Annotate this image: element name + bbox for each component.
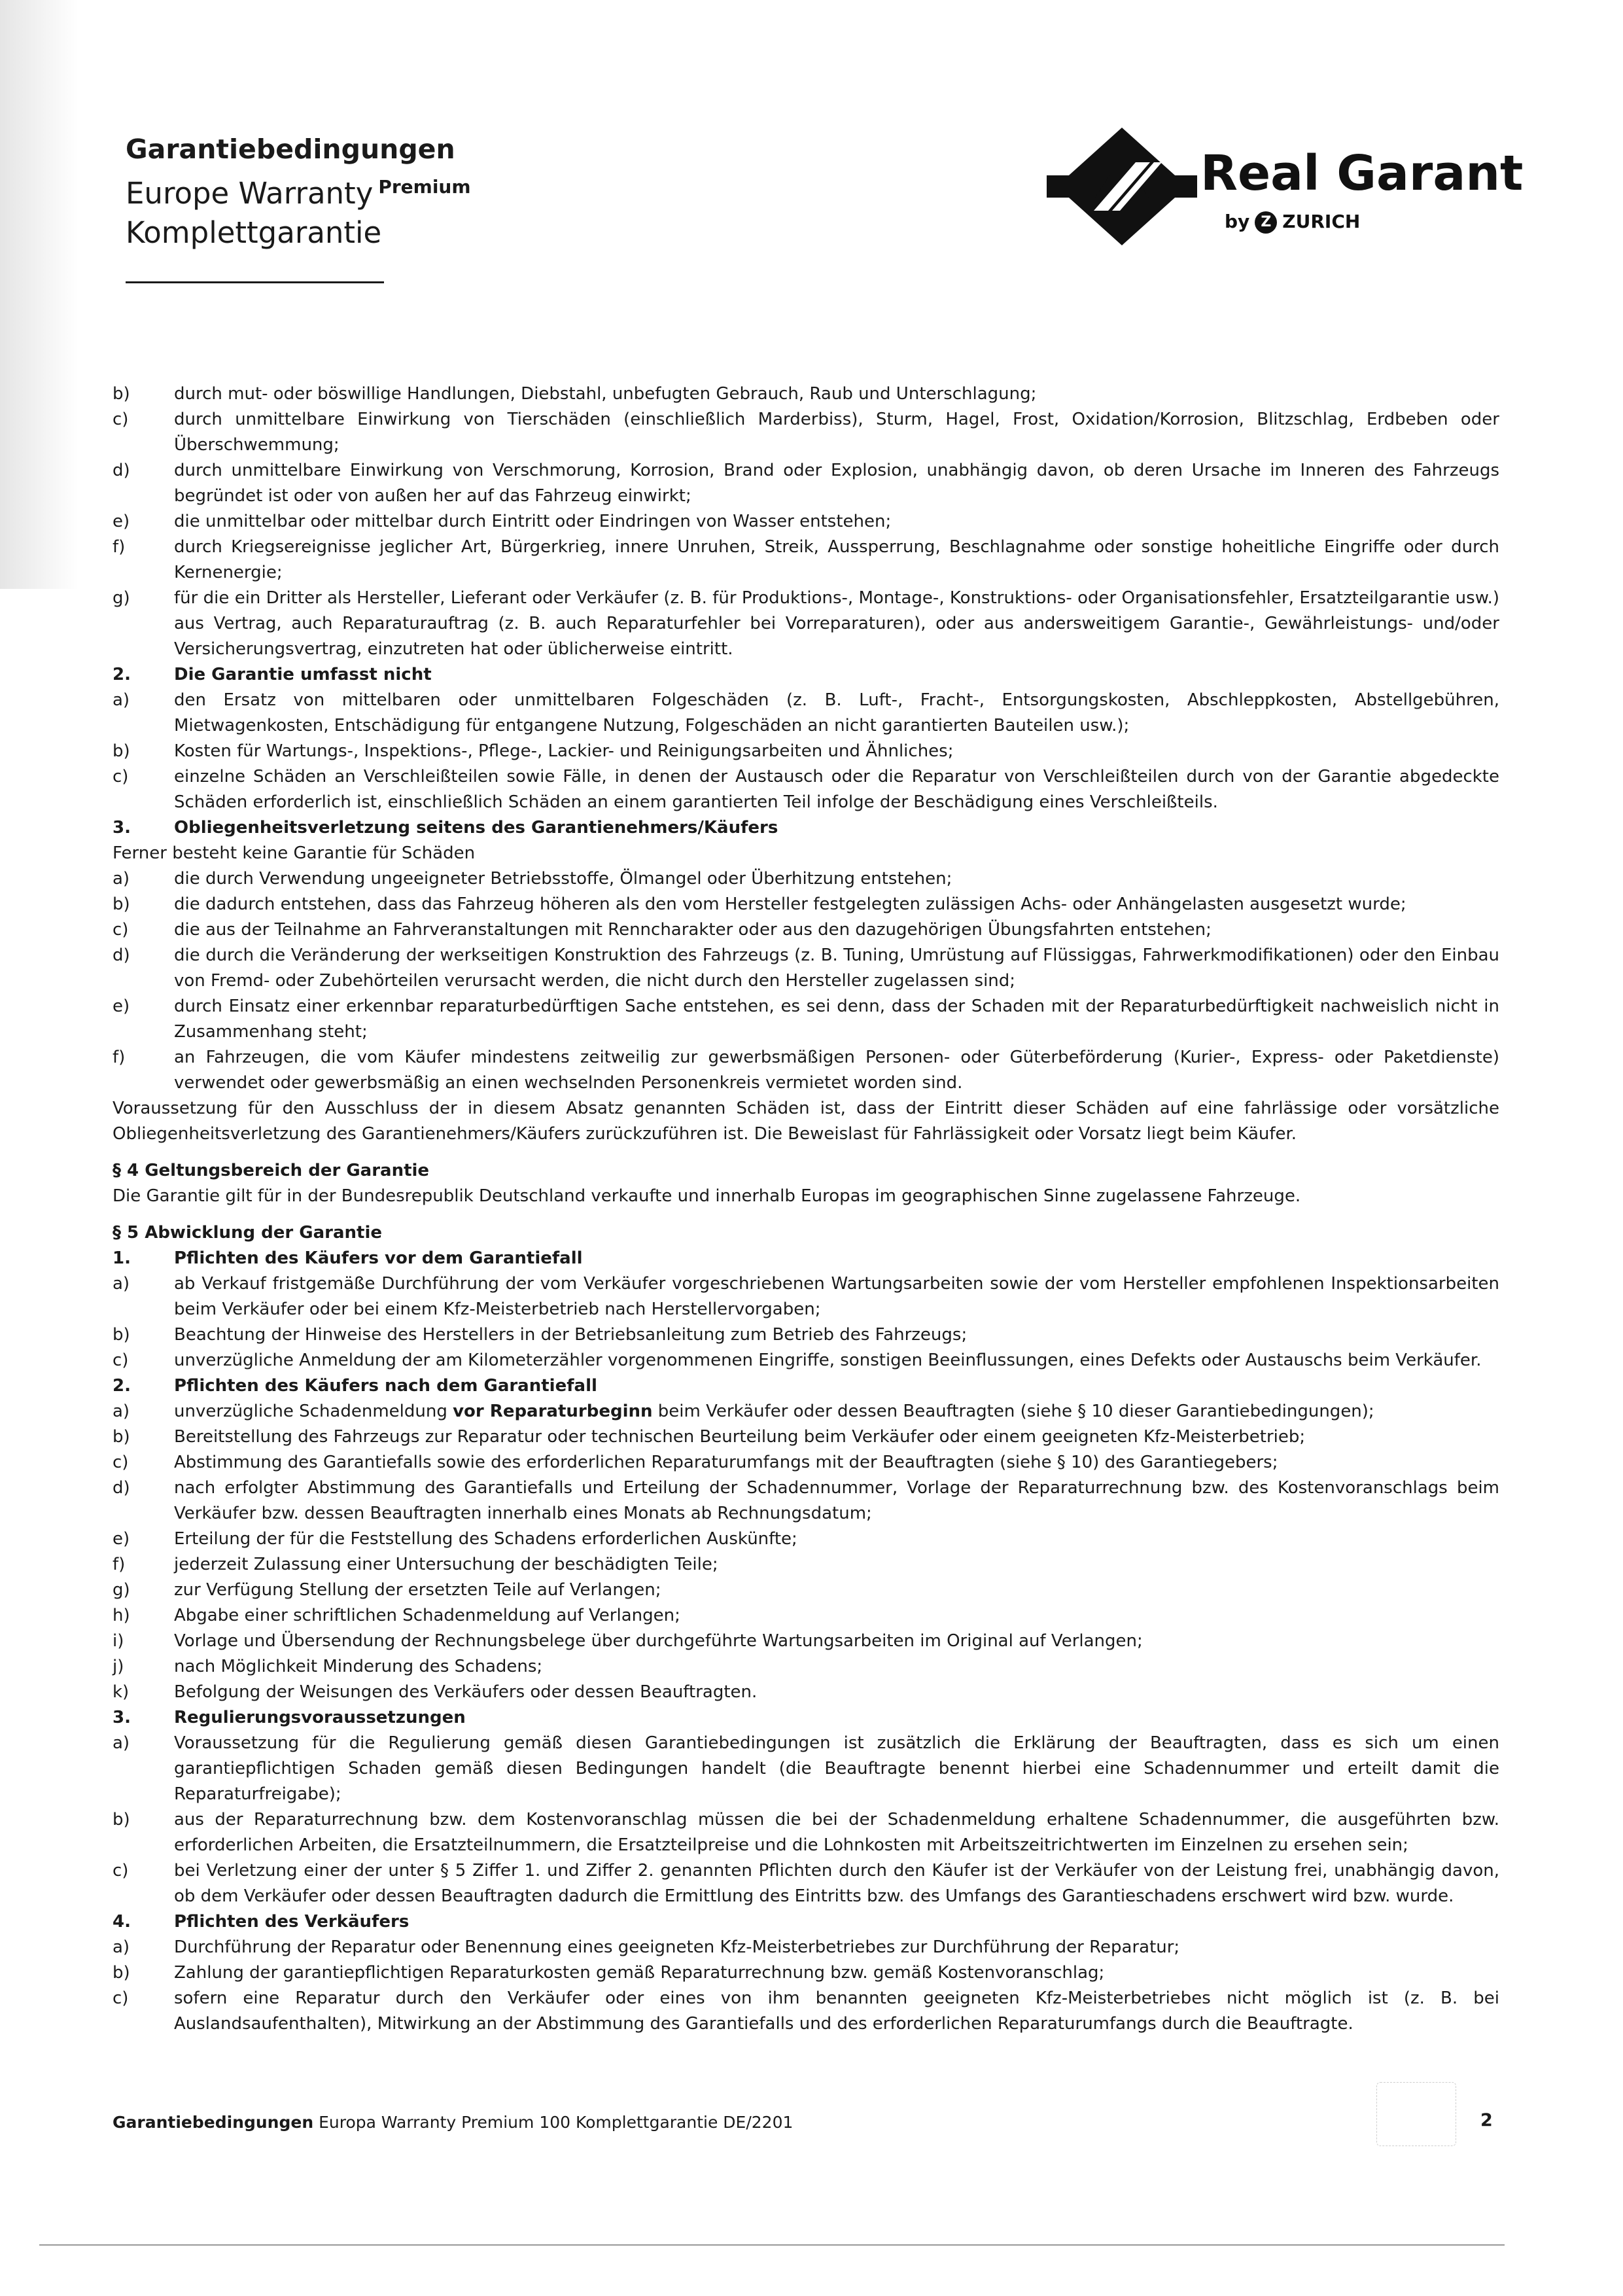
list-settlement-conditions (113, 1731, 1499, 1909)
paragraph-5-title: § 5 Abwicklung der Garantie (113, 1223, 383, 1243)
list-item-text: die durch Verwendung ungeeigneter Betriebsstoffe, Ölmangel oder Überhitzung entstehen; (174, 869, 952, 889)
list-item-label: k) (113, 1682, 130, 1702)
p5-section-2-heading: 2. Pflichten des Käufers nach dem Garantiefall (113, 1376, 597, 1396)
list-item (113, 509, 1499, 535)
list-after-claim (113, 1424, 1499, 1705)
header-product-line (126, 168, 471, 213)
logo-partner: ZURICH (1282, 211, 1361, 232)
list-item-label: b) (113, 1963, 130, 1983)
list-item-label: c) (113, 1988, 129, 2008)
list-item-text: die dadurch entstehen, dass das Fahrzeug höheren als den vom Hersteller festgelegten zulässigen Achs- oder Anhängelasten ausgesetzt wurde; (174, 894, 1406, 914)
list-item-label: b) (113, 894, 130, 914)
paragraph-4-text: Die Garantie gilt für in der Bundesrepublik Deutschland verkaufte und innerhalb Europas im geographischen Sinne zugelassene Fahrzeuge. (113, 1186, 1301, 1206)
list-item-label: b) (113, 1810, 130, 1829)
list-item (113, 1322, 1499, 1348)
header-rule (126, 281, 384, 283)
list-item-text: sofern eine Reparatur durch den Verkäufer oder eines von ihm benannten geeigneten Kfz-Meisterbetriebes nicht möglich ist (z. B. bei Auslandsaufenthalten), Mitwirkung an der Abstimmung des Garantiefalls und des erforderlichen Reparaturumfangs durch die Beauftragte. (174, 1988, 1499, 2034)
faint-stamp (1376, 2082, 1456, 2146)
scan-shadow (0, 0, 79, 589)
list-item (113, 739, 1499, 764)
list-item-text: aus der Reparaturrechnung bzw. dem Kostenvoranschlag müssen die bei der Schadenmeldung erhaltene Schadennummer, die ausgeführten bzw. erforderlichen Arbeiten, die Ersatzteilnummern, die Ersatzteilpreise und die Lohnkosten mit Arbeitszeitrichtwerten im Einzelnen zu ersehen sein; (174, 1810, 1499, 1855)
list-item (113, 1858, 1499, 1909)
list-item (113, 381, 1499, 407)
list-item (113, 586, 1499, 662)
list-item-text: einzelne Schäden an Verschleißteilen sowie Fälle, in denen der Austausch oder die Reparatur von Verschleißteilen durch von der Garantie abgedeckte Schäden erforderlich ist, einschließlich Schäden an einem garantierten Teil infolge der Beschädigung eines Verschleißteils. (174, 767, 1499, 812)
page-footer (113, 2113, 793, 2132)
list-item (113, 1348, 1499, 1373)
document-body (113, 381, 1499, 2037)
list-item-text: Befolgung der Weisungen des Verkäufers oder dessen Beauftragten. (174, 1682, 758, 1702)
scan-edge-line (39, 2244, 1505, 2246)
list-item-label: d) (113, 461, 130, 480)
list-item-text: durch Kriegsereignisse jeglicher Art, Bürgerkrieg, innere Unruhen, Streik, Aussperrung, Beschlagnahme oder sonstige hoheitliche Eingriffe oder durch Kernenergie; (174, 537, 1499, 582)
paragraph-4-title: § 4 Geltungsbereich der Garantie (113, 1161, 430, 1180)
list-item-text: die aus der Teilnahme an Fahrveranstaltungen mit Renncharakter oder aus den dazugehörigen Übungsfahrten entstehen; (174, 920, 1212, 940)
list-item (113, 1045, 1499, 1096)
list-item-label: b) (113, 1325, 130, 1345)
list-item-text: den Ersatz von mittelbaren oder unmittelbaren Folgeschäden (z. B. Luft-, Fracht-, Entsorgungskosten, Abschleppkosten, Abstellgebühren, Mietwagenkosten, Entschädigung für entgangene Nutzung, Folgeschäden an nicht garantierten Bauteilen usw.); (174, 690, 1499, 735)
list-item-text: Kosten für Wartungs-, Inspektions-, Pflege-, Lackier- und Reinigungsarbeiten und Ähnliches; (174, 741, 954, 761)
list-item-text: durch unmittelbare Einwirkung von Verschmorung, Korrosion, Brand oder Explosion, unabhängig davon, ob deren Ursache im Inneren des Fahrzeugs begründet ist oder von außen her auf das Fahrzeug einwirkt; (174, 461, 1499, 506)
list-item (113, 458, 1499, 509)
document-header (126, 131, 471, 253)
list-item-label: d) (113, 945, 130, 965)
list-item (113, 1475, 1499, 1527)
list-item-label: a) (113, 1733, 130, 1753)
list-item (113, 1450, 1499, 1475)
section-2-heading: 2. Die Garantie umfasst nicht (113, 665, 432, 684)
list-item-text: die durch die Veränderung der werkseitigen Konstruktion des Fahrzeugs (z. B. Tuning, Umrüstung auf Flüssiggas, Fahrwerkmodifikationen) oder den Einbau von Fremd- oder Zubehörteilen verursacht werden, die nicht durch den Hersteller zugelassen sind; (174, 945, 1499, 991)
list-item (113, 1680, 1499, 1705)
list-item (113, 892, 1499, 917)
list-item-label: j) (113, 1657, 124, 1676)
logo-name: Real Garant (1200, 145, 1524, 202)
list-item (113, 1629, 1499, 1654)
list-item-label: f) (113, 1048, 126, 1067)
section-3-outro: Voraussetzung für den Ausschluss der in diesem Absatz genannten Schäden ist, dass der Eintritt dieser Schäden auf eine fahrlässige oder vorsätzliche Obliegenheitsverletzung des Garantienehmers/Käufers zurückzuführen ist. Die Beweislast für Fahrlässigkeit oder Vorsatz liegt beim Käufer. (113, 1099, 1499, 1144)
list-item (113, 1731, 1499, 1807)
list-item-label: c) (113, 1861, 129, 1881)
header-product-sup: Premium (378, 176, 471, 198)
p5-section-4-heading: 4. Pflichten des Verkäufers (113, 1912, 410, 1932)
p5-section-1-heading: 1. Pflichten des Käufers vor dem Garantiefall (113, 1248, 583, 1268)
list-obligations-breach (113, 866, 1499, 1096)
list-item (113, 1603, 1499, 1629)
list-item-label: c) (113, 920, 129, 940)
list-item (113, 1552, 1499, 1578)
list-item-text: jederzeit Zulassung einer Untersuchung der beschädigten Teile; (174, 1555, 718, 1574)
list-not-covered (113, 688, 1499, 815)
p5-section-3-heading: 3. Regulierungsvoraussetzungen (113, 1708, 466, 1727)
header-title: Garantiebedingungen (126, 133, 455, 165)
list-item-text: durch mut- oder böswillige Handlungen, Diebstahl, unbefugten Gebrauch, Raub und Unterschlagung; (174, 384, 1037, 404)
real-garant-logo (1047, 124, 1524, 249)
logo-by: by (1225, 211, 1250, 232)
footer-text: Europa Warranty Premium 100 Komplettgarantie DE/2201 (313, 2113, 794, 2132)
zurich-icon: Z (1255, 211, 1277, 234)
list-item (113, 764, 1499, 815)
list-item-label: e) (113, 997, 130, 1016)
list-seller-obligations (113, 1935, 1499, 2037)
section-3-intro: Ferner besteht keine Garantie für Schäden (113, 843, 476, 863)
real-garant-diamond-icon (1047, 124, 1204, 249)
list-item-label: h) (113, 1606, 130, 1625)
list-item (113, 1986, 1499, 2037)
list-item (113, 688, 1499, 739)
list-item-label: d) (113, 1478, 130, 1498)
list-item-label: b) (113, 741, 130, 761)
list-item-text: unverzügliche Anmeldung der am Kilometerzähler vorgenommenen Eingriffe, sonstigen Beeinflussungen, eines Defekts oder Austauschs beim Verkäufer. (174, 1351, 1482, 1370)
list-before-claim (113, 1271, 1499, 1373)
list-item-text: Bereitstellung des Fahrzeugs zur Reparatur oder technischen Beurteilung beim Verkäufer oder einem geeigneten Kfz-Meisterbetrieb; (174, 1427, 1306, 1447)
list-item-text: Zahlung der garantiepflichtigen Reparaturkosten gemäß Reparaturrechnung bzw. gemäß Kostenvoranschlag; (174, 1963, 1105, 1983)
list-item-label: a) (113, 1937, 130, 1957)
list-item-text: ab Verkauf fristgemäße Durchführung der vom Verkäufer vorgeschriebenen Wartungsarbeiten sowie der vom Hersteller empfohlenen Inspektionsarbeiten beim Verkäufer oder bei einem Kfz-Meisterbetrieb nach Herstellervorgaben; (174, 1274, 1499, 1319)
list-item-text: Vorlage und Übersendung der Rechnungsbelege über durchgeführte Wartungsarbeiten im Original auf Verlangen; (174, 1631, 1143, 1651)
list-item-label: a) (113, 1274, 130, 1294)
list-item (113, 1527, 1499, 1552)
list-item-label: a) (113, 690, 130, 710)
list-item-label: b) (113, 384, 130, 404)
list-item (113, 1935, 1499, 1960)
list-item (113, 1578, 1499, 1603)
list-item (113, 1424, 1499, 1450)
list-item-label: a) (113, 869, 130, 889)
list-item-text: Abgabe einer schriftlichen Schadenmeldung auf Verlangen; (174, 1606, 680, 1625)
list-item-text: Beachtung der Hinweise des Herstellers in der Betriebsanleitung zum Betrieb des Fahrzeugs; (174, 1325, 968, 1345)
list-item-label: c) (113, 1351, 129, 1370)
list-item-label: e) (113, 512, 130, 531)
list-item-label: b) (113, 1427, 130, 1447)
list-item-text: zur Verfügung Stellung der ersetzten Teile auf Verlangen; (174, 1580, 661, 1600)
list-item-text: Erteilung der für die Feststellung des Schadens erforderlichen Auskünfte; (174, 1529, 797, 1549)
list-item (113, 866, 1499, 892)
list-item-text: die unmittelbar oder mittelbar durch Eintritt oder Eindringen von Wasser entstehen; (174, 512, 892, 531)
list-item-label: f) (113, 537, 126, 557)
header-type: Komplettgarantie (126, 215, 382, 250)
list-item-text: durch Einsatz einer erkennbar reparaturbedürftigen Sache entstehen, es sei denn, dass der Schaden mit der Reparaturbedürftigkeit nachweislich nicht in Zusammenhang steht; (174, 997, 1499, 1042)
list-item-text: für die ein Dritter als Hersteller, Lieferant oder Verkäufer (z. B. für Produktions-, Montage-, Konstruktions- oder Organisationsfehler, Ersatzteilgarantie usw.) aus Vertrag, auch Reparaturauftrag (z. B. auch Reparaturfehler bei Vorreparaturen), oder aus andersweitigem Garantie-, Gewährleistungs- und/oder Versicherungsvertrag, einzutreten hat oder üblicherweise eintritt. (174, 588, 1499, 659)
list-item-text: bei Verletzung einer der unter § 5 Ziffer 1. und Ziffer 2. genannten Pflichten durch den Käufer ist der Verkäufer von der Leistung frei, unabhängig davon, ob dem Verkäufer oder dessen Beauftragten dadurch die Ermittlung des Eintritts bzw. des Umfangs des Garantieschadens erschwert wird bzw. wurde. (174, 1861, 1499, 1906)
list-item-text: Durchführung der Reparatur oder Benennung eines geeigneten Kfz-Meisterbetriebes zur Durchführung der Reparatur; (174, 1937, 1180, 1957)
list-item (113, 917, 1499, 943)
section-3-heading: 3. Obliegenheitsverletzung seitens des Garantienehmers/Käufers (113, 818, 778, 838)
page-number: 2 (1480, 2110, 1493, 2130)
list-item: a) unverzügliche Schadenmeldung vor Reparaturbeginn beim Verkäufer oder dessen Beauftragten (siehe § 10 dieser Garantiebedingungen); (113, 1402, 1374, 1421)
list-item-label: g) (113, 588, 130, 608)
list-item-label: f) (113, 1555, 126, 1574)
list-item-text: an Fahrzeugen, die vom Käufer mindestens zeitweilig zur gewerbsmäßigen Personen- oder Güterbeförderung (Kurier-, Express- oder Paketdienste) verwendet oder gewerbsmäßig an einen wechselnden Personenkreis vermietet worden sind. (174, 1048, 1499, 1093)
list-item (113, 943, 1499, 994)
list-exclusions-continued (113, 381, 1499, 662)
list-item-text: Abstimmung des Garantiefalls sowie des erforderlichen Reparaturumfangs mit der Beauftragten (siehe § 10) des Garantiegebers; (174, 1453, 1278, 1472)
list-item-label: c) (113, 1453, 129, 1472)
list-item-label: c) (113, 767, 129, 786)
list-item (113, 535, 1499, 586)
list-item (113, 1654, 1499, 1680)
list-item-text: nach erfolgter Abstimmung des Garantiefalls und Erteilung der Schadennummer, Vorlage der Reparaturrechnung bzw. des Kostenvoranschlags beim Verkäufer bzw. dessen Beauftragten innerhalb eines Monats ab Rechnungsdatum; (174, 1478, 1499, 1523)
logo-byline (1225, 211, 1360, 234)
list-item (113, 1271, 1499, 1322)
list-item-label: i) (113, 1631, 124, 1651)
list-item-text: durch unmittelbare Einwirkung von Tierschäden (einschließlich Marderbiss), Sturm, Hagel, Frost, Oxidation/Korrosion, Blitzschlag, Erdbeben oder Überschwemmung; (174, 410, 1499, 455)
list-item-text: nach Möglichkeit Minderung des Schadens; (174, 1657, 543, 1676)
list-item (113, 407, 1499, 458)
list-item (113, 1807, 1499, 1858)
header-product: Europe Warranty (126, 176, 374, 211)
list-item-label: g) (113, 1580, 130, 1600)
footer-title: Garantiebedingungen (113, 2113, 314, 2132)
list-item (113, 994, 1499, 1045)
list-item-label: e) (113, 1529, 130, 1549)
list-item-label: c) (113, 410, 129, 429)
list-item-text: Voraussetzung für die Regulierung gemäß diesen Garantiebedingungen ist zusätzlich die Erklärung der Beauftragten, dass es sich um einen garantiepflichtigen Schaden gemäß diesen Bedingungen handelt (die Beauftragte benennt hierbei eine Schadennummer und erteilt damit die Reparaturfreigabe); (174, 1733, 1499, 1804)
list-item (113, 1960, 1499, 1986)
